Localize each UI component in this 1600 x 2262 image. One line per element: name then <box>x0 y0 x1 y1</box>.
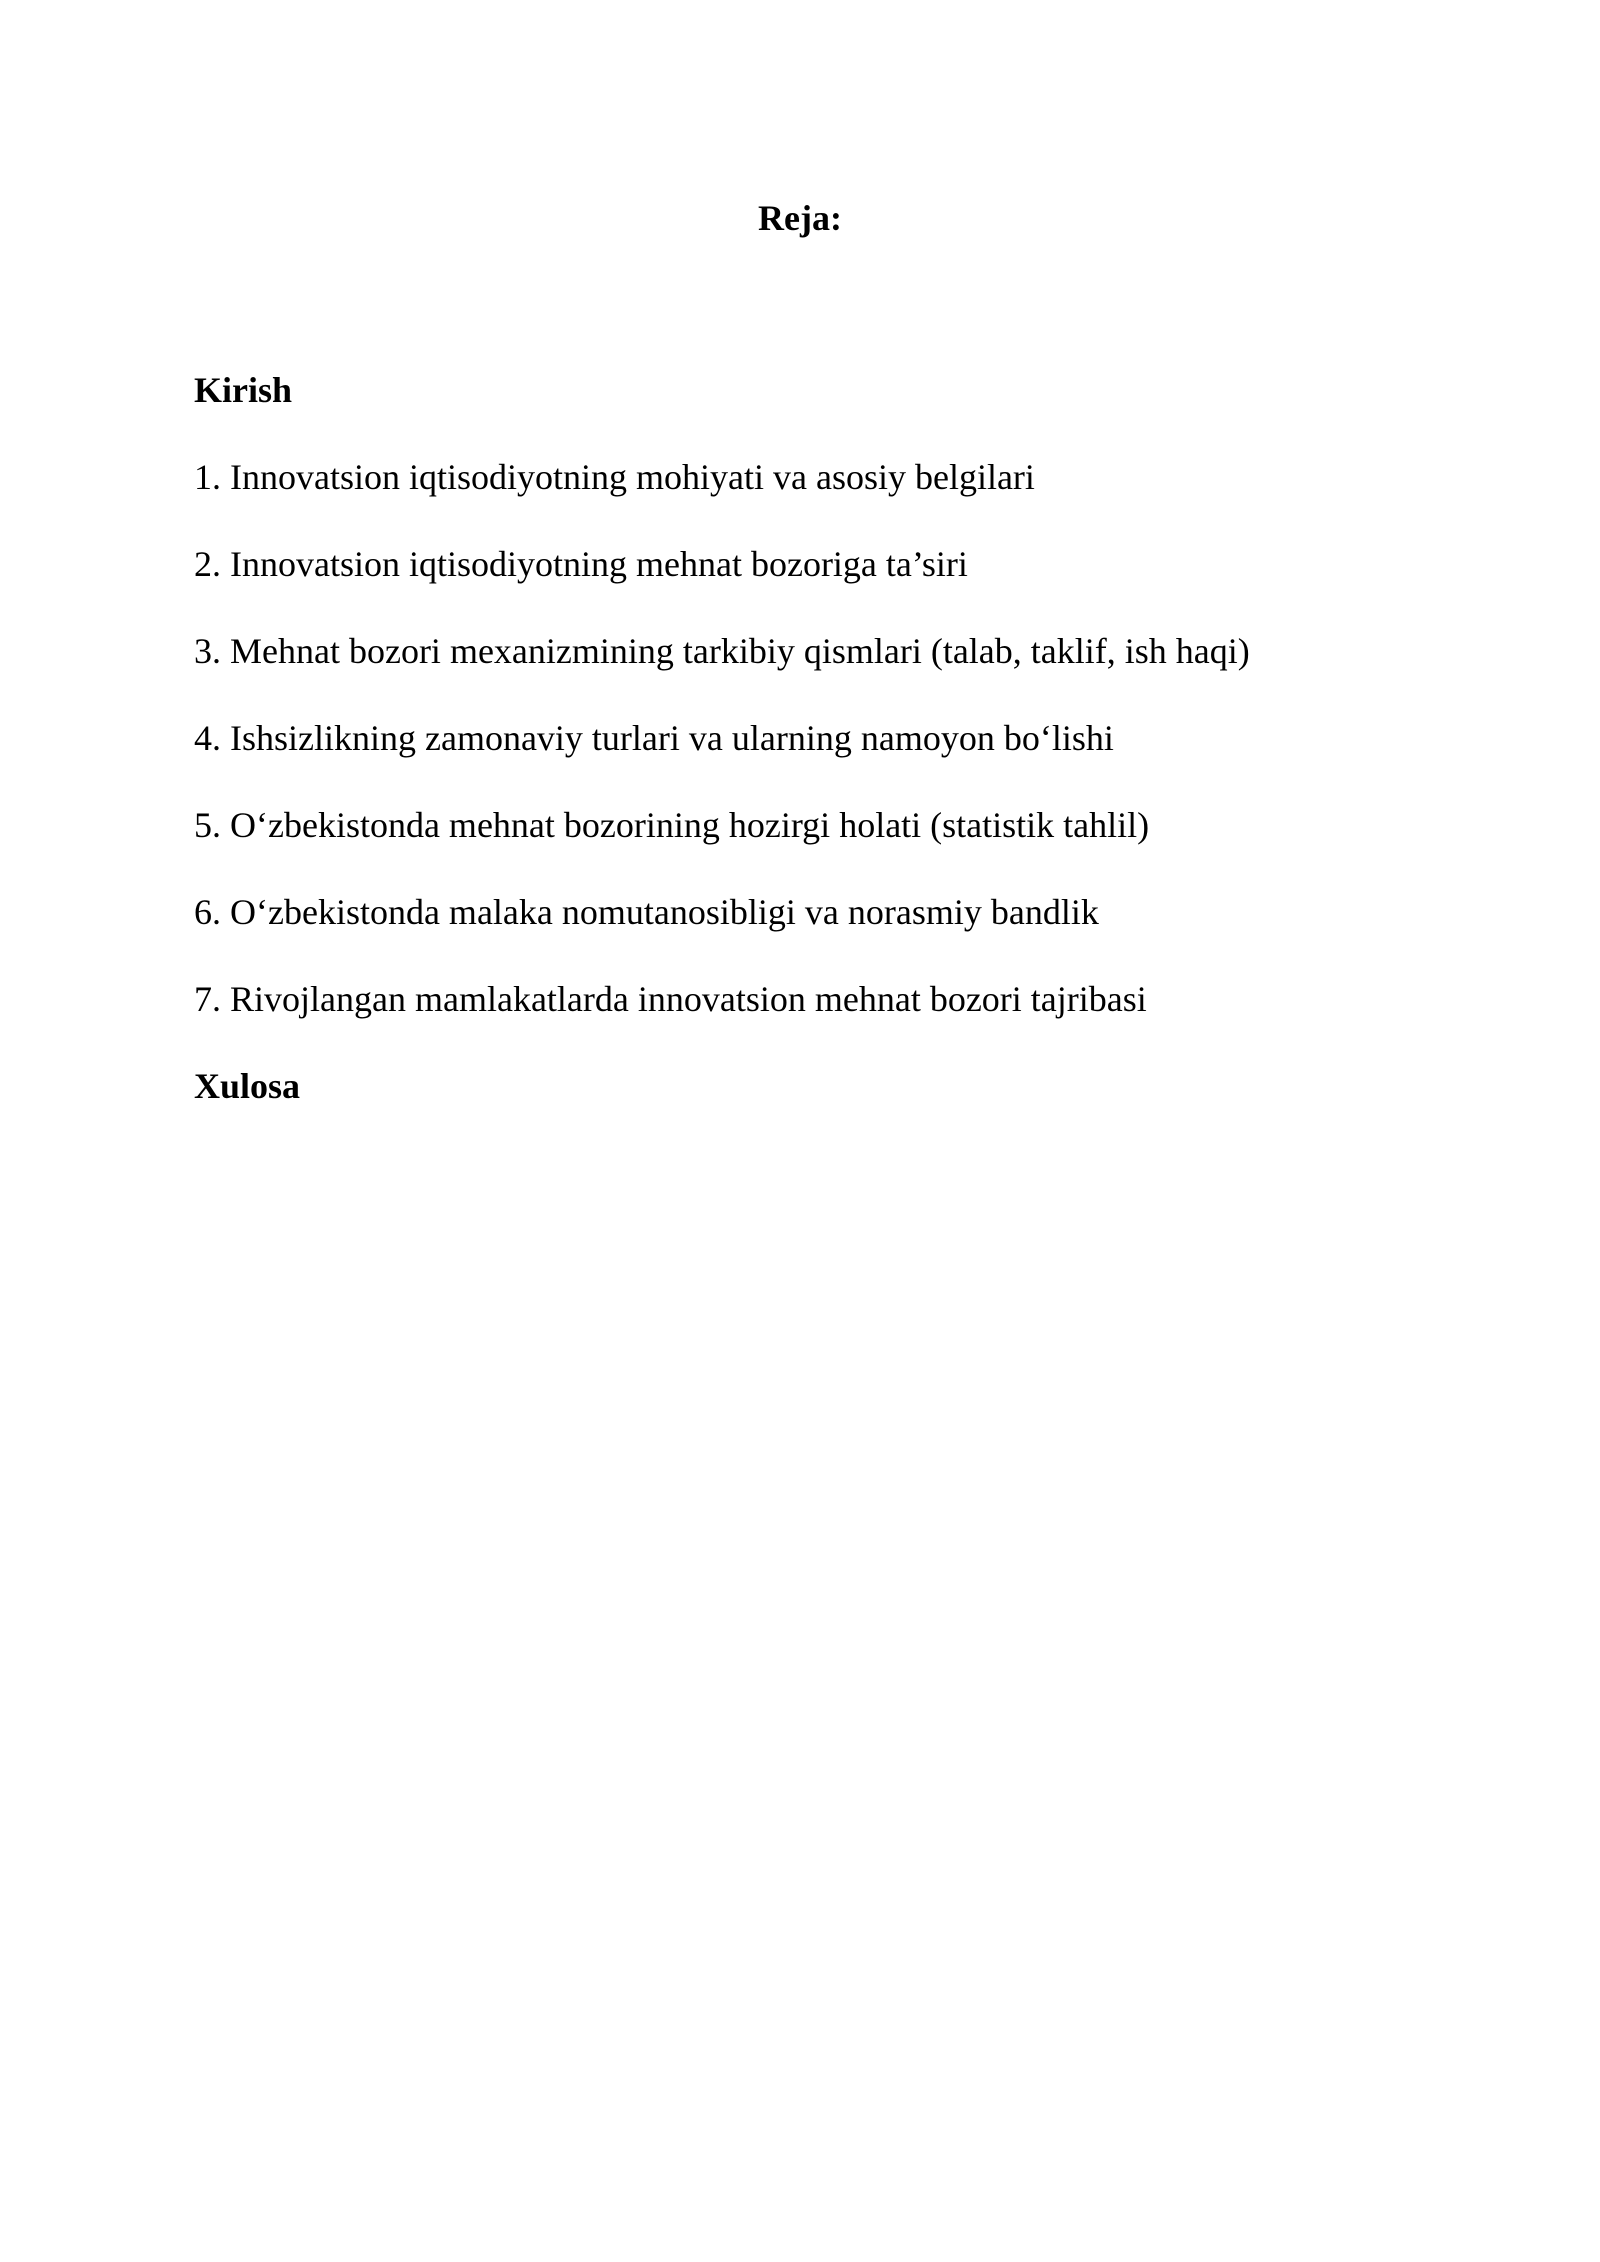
intro-heading: Kirish <box>194 370 293 410</box>
plan-item-5: 5. O‘zbekistonda mehnat bozorining hozirgi holati (statistik tahlil) <box>194 805 1150 845</box>
plan-item-6: 6. O‘zbekistonda malaka nomutanosibligi va norasmiy bandlik <box>194 892 1099 932</box>
page-title: Reja: <box>758 198 842 238</box>
plan-item-7: 7. Rivojlangan mamlakatlarda innovatsion mehnat bozori tajribasi <box>194 979 1147 1019</box>
plan-item-1: 1. Innovatsion iqtisodiyotning mohiyati va asosiy belgilari <box>194 457 1035 497</box>
plan-item-4: 4. Ishsizlikning zamonaviy turlari va ularning namoyon bo‘lishi <box>194 718 1114 758</box>
plan-item-2: 2. Innovatsion iqtisodiyotning mehnat bozoriga ta’siri <box>194 544 968 584</box>
conclusion-heading: Xulosa <box>194 1066 301 1106</box>
plan-list <box>194 362 1444 1145</box>
plan-item-3: 3. Mehnat bozori mexanizmining tarkibiy qismlari (talab, taklif, ish haqi) <box>194 631 1250 671</box>
